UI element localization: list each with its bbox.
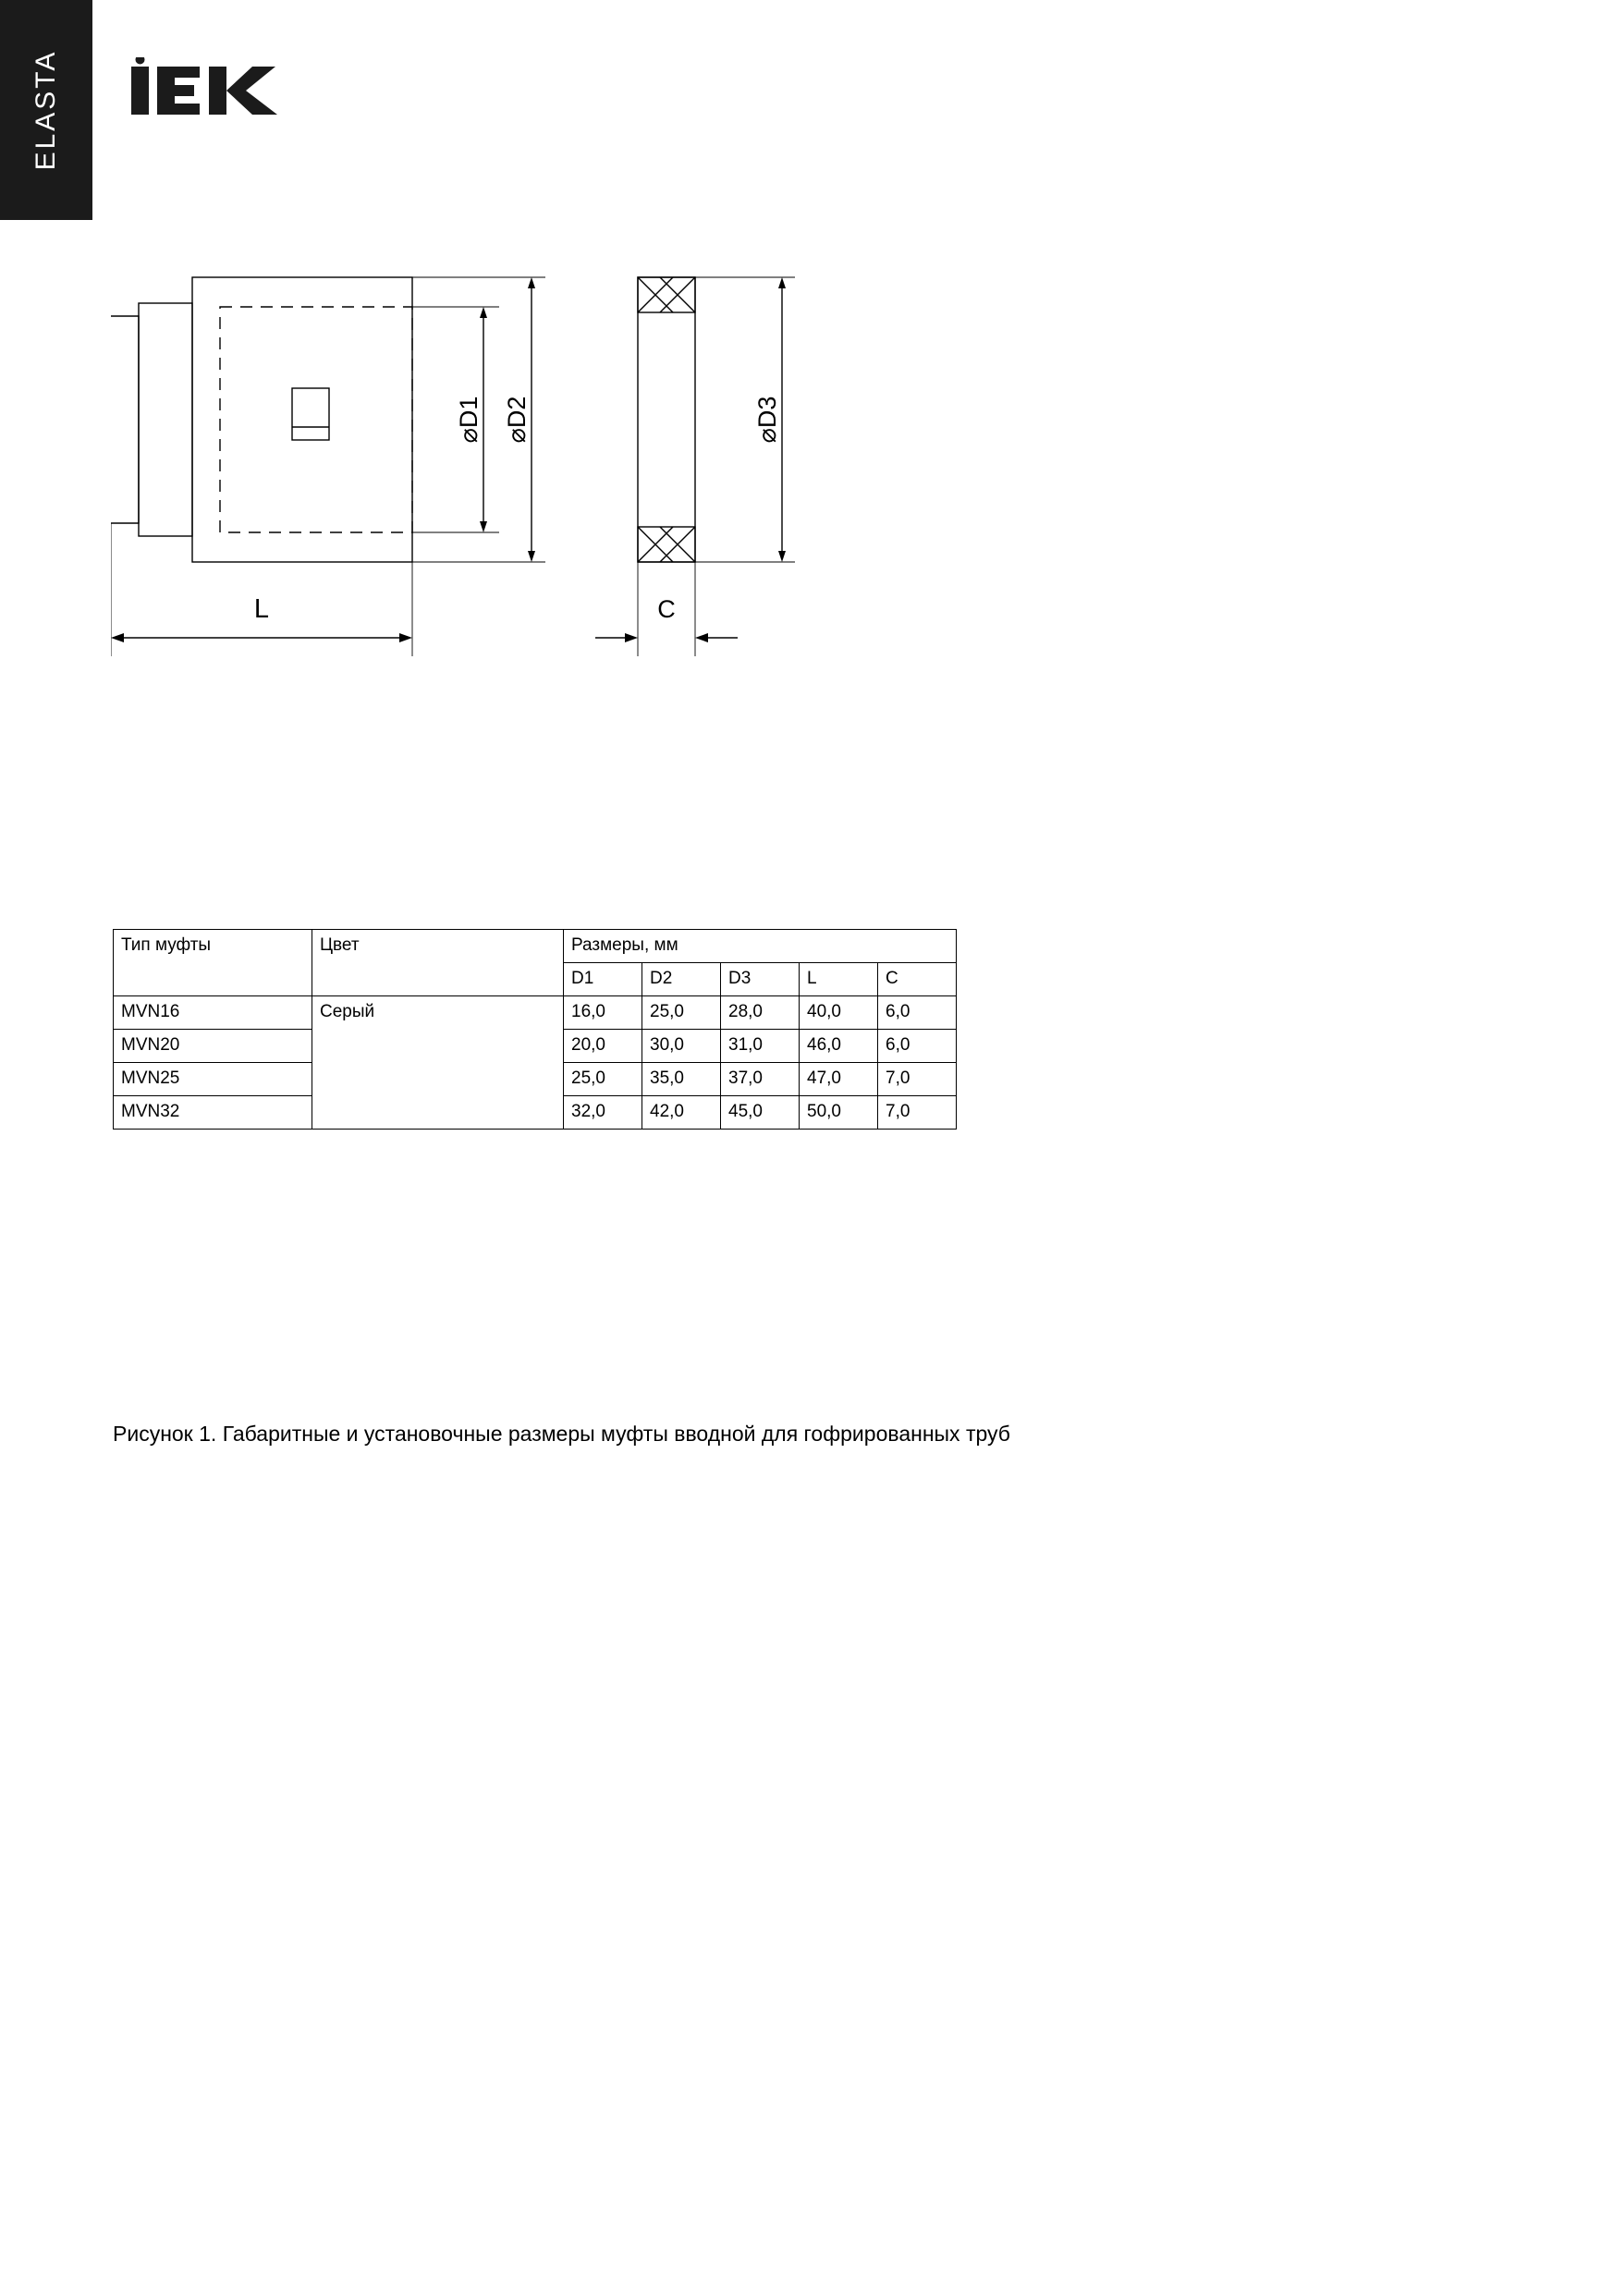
cell-l: 50,0: [800, 1096, 878, 1130]
header-cell-d1: D1: [564, 963, 642, 996]
brand-side-label: ELASTA: [31, 49, 61, 171]
cell-c: 6,0: [878, 1030, 957, 1063]
cell-d1: 25,0: [564, 1063, 642, 1096]
dimension-label-d1: ⌀D1: [455, 396, 483, 444]
cell-type: MVN20: [114, 1030, 312, 1063]
header-cell-d2: D2: [642, 963, 721, 996]
table-header-row-1: [114, 930, 957, 963]
header-cell-color: Цвет: [312, 930, 564, 963]
header-cell-type-empty: [114, 963, 312, 996]
dimension-label-l: L: [253, 594, 270, 624]
cell-l: 47,0: [800, 1063, 878, 1096]
dimension-label-d3: ⌀D3: [753, 396, 781, 444]
dimension-label-d2: ⌀D2: [503, 396, 531, 444]
cell-d2: 30,0: [642, 1030, 721, 1063]
cell-c: 6,0: [878, 996, 957, 1030]
header-cell-d3: D3: [721, 963, 800, 996]
technical-drawing: [111, 259, 1128, 739]
dimensions-table: [113, 929, 957, 1130]
header-cell-l: L: [800, 963, 878, 996]
cell-type: MVN25: [114, 1063, 312, 1096]
cell-l: 40,0: [800, 996, 878, 1030]
cell-d2: 25,0: [642, 996, 721, 1030]
header-cell-type: Тип муфты: [114, 930, 312, 963]
cell-d1: 16,0: [564, 996, 642, 1030]
table-row: [114, 996, 957, 1030]
cell-c: 7,0: [878, 1096, 957, 1130]
cell-l: 46,0: [800, 1030, 878, 1063]
cell-d3: 37,0: [721, 1063, 800, 1096]
cell-d1: 32,0: [564, 1096, 642, 1130]
cell-d3: 45,0: [721, 1096, 800, 1130]
cell-type: MVN32: [114, 1096, 312, 1130]
figure-caption: Рисунок 1. Габаритные и установочные размеры муфты вводной для гофрированных труб: [113, 1422, 1010, 1446]
header-cell-c: C: [878, 963, 957, 996]
cell-d2: 35,0: [642, 1063, 721, 1096]
iek-logo: [131, 57, 298, 124]
cell-type: MVN16: [114, 996, 312, 1030]
brand-sidebar: [0, 0, 92, 220]
cell-d2: 42,0: [642, 1096, 721, 1130]
header-cell-color-empty: [312, 963, 564, 996]
cell-c: 7,0: [878, 1063, 957, 1096]
cell-d3: 28,0: [721, 996, 800, 1030]
cell-color: Серый: [312, 996, 564, 1130]
table-header-row-2: [114, 963, 957, 996]
cell-d1: 20,0: [564, 1030, 642, 1063]
dimension-label-c: C: [657, 595, 676, 623]
cell-d3: 31,0: [721, 1030, 800, 1063]
header-cell-dimensions: Размеры, мм: [564, 930, 957, 963]
